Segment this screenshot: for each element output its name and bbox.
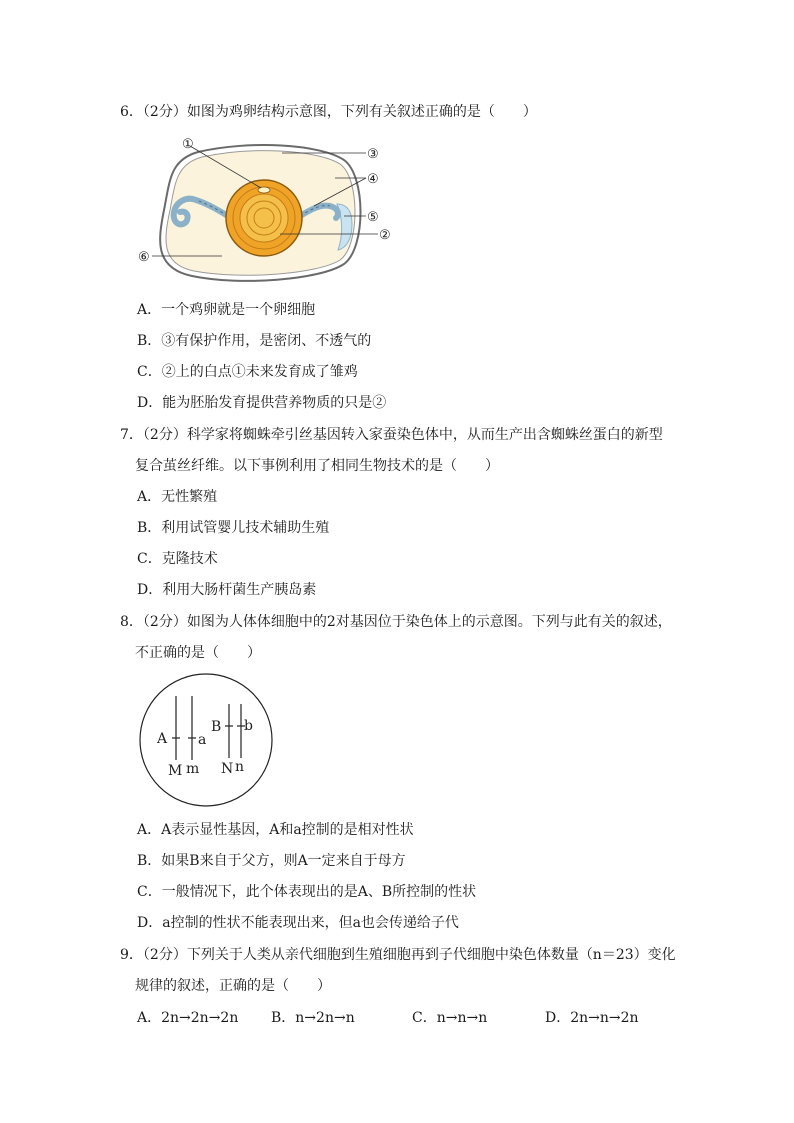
- q7-stem-line1: 7．（2分）科学家将蜘蛛牵引丝基因转入家蚕染色体中，从而生产出含蜘蛛丝蛋白的新型: [120, 427, 663, 443]
- gene-b: b: [244, 718, 253, 734]
- gene-A: A: [157, 731, 168, 747]
- q9-stem-line1: 9．（2分）下列关于人类从亲代细胞到生殖细胞再到子代细胞中染色体数量（n＝23）变化: [120, 947, 676, 963]
- q6-option-c: C．②上的白点①未来发育成了雏鸡: [137, 364, 358, 380]
- q6-stem: 6．（2分）如图为鸡卵结构示意图，下列有关叙述正确的是（ ）: [120, 104, 537, 120]
- gene-a: a: [198, 732, 207, 748]
- q9-stem-line2: 规律的叙述，正确的是（ ）: [135, 978, 331, 994]
- q8-stem-line2: 不正确的是（ ）: [135, 645, 261, 661]
- q6-option-b: B．③有保护作用，是密闭、不透气的: [137, 333, 372, 349]
- q8-option-a: A．A表示显性基因，A和a控制的是相对性状: [137, 822, 414, 838]
- chromosome-label-M: M: [168, 763, 183, 779]
- egg-label-4: ④: [367, 172, 379, 187]
- q7-option-b: B．利用试管婴儿技术辅助生殖: [137, 520, 330, 536]
- germinal-disc: [258, 187, 270, 193]
- q8-option-b: B．如果B来自于父方，则A一定来自于母方: [137, 853, 406, 869]
- q9-option-c: C．n→n→n: [412, 1010, 488, 1026]
- chromosome-label-N: N: [221, 761, 234, 777]
- q7-option-c: C．克隆技术: [137, 551, 218, 567]
- q8-stem-line1: 8．（2分）如图为人体体细胞中的2对基因位于染色体上的示意图。下列与此有关的叙述，: [120, 614, 672, 630]
- chromosome-label-m: m: [186, 761, 200, 777]
- chromosome-label-n: n: [235, 759, 245, 775]
- gene-B: B: [211, 719, 222, 735]
- egg-structure-diagram: [130, 130, 400, 290]
- q9-option-b: B．n→2n→n: [271, 1010, 355, 1026]
- q9-option-d: D．2n→n→2n: [545, 1010, 639, 1026]
- q8-option-c: C．一般情况下，此个体表现出的是A、B所控制的性状: [137, 884, 477, 900]
- q6-option-a: A．一个鸡卵就是一个卵细胞: [137, 302, 316, 318]
- egg-label-2: ②: [379, 228, 391, 243]
- q8-option-d: D．a控制的性状不能表现出来，但a也会传递给子代: [137, 915, 459, 931]
- chromosome-gene-diagram: [138, 672, 278, 812]
- q7-option-d: D．利用大肠杆菌生产胰岛素: [137, 582, 317, 598]
- q7-stem-line2: 复合茧丝纤维。以下事例利用了相同生物技术的是（ ）: [135, 458, 499, 474]
- q9-option-a: A．2n→2n→2n: [137, 1010, 239, 1026]
- egg-label-6: ⑥: [138, 250, 150, 265]
- egg-label-3: ③: [367, 147, 379, 162]
- q7-option-a: A．无性繁殖: [137, 489, 218, 505]
- egg-label-1: ①: [182, 137, 194, 152]
- q6-option-d: D．能为胚胎发育提供营养物质的只是②: [137, 395, 387, 411]
- egg-label-5: ⑤: [367, 210, 379, 225]
